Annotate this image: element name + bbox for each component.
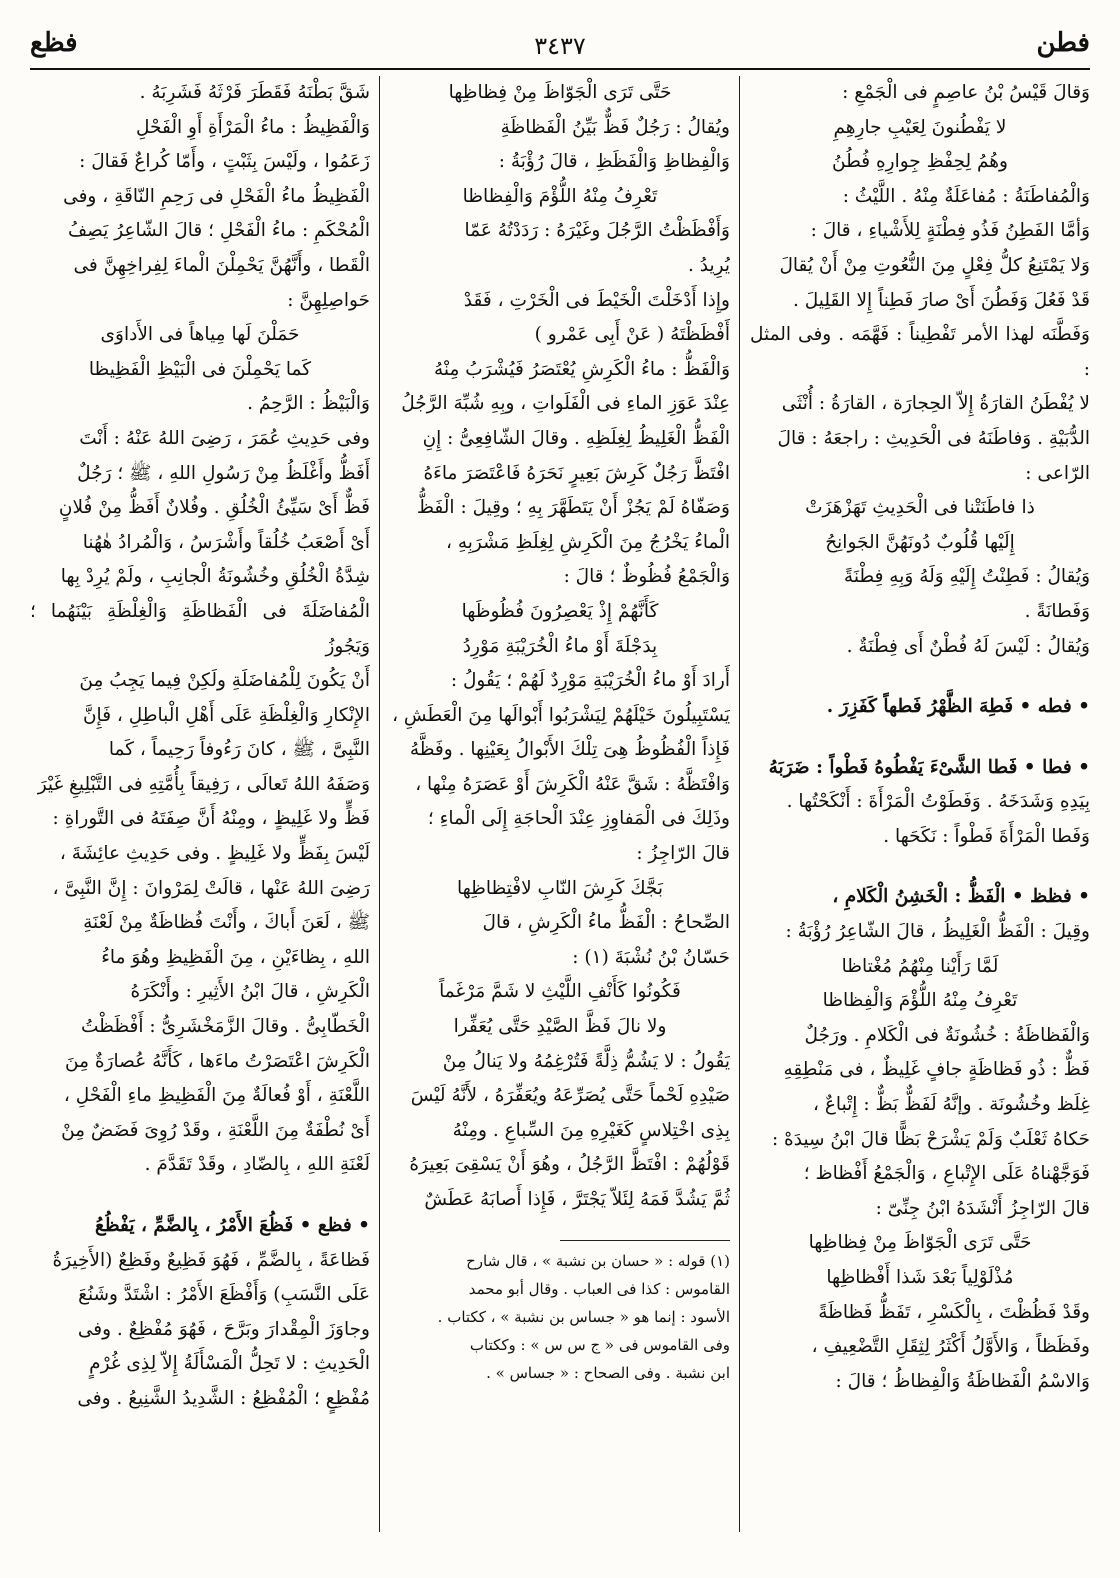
footnote-line: القاموس : كذا فى العباب . وقال أبو محمد	[468, 1279, 730, 1298]
verse-line: حَتَّى تَرَى الْجَوّاظَ مِنْ فِظاظِها	[808, 1232, 1032, 1254]
entry-gap	[750, 854, 1090, 880]
text-line: ﷺ ، لَعَنَ أَباكَ ، وأَنْتَ فُظاظَةٌ مِنْ لَعْنَةِ	[83, 912, 370, 934]
footnote-line: ابن نشبة . وفى الصحاح : « جساس » .	[486, 1363, 730, 1382]
text-line: لا يُفْطَنُ القارَةُ إِلاّ الحِجارَة ، القارَةُ : أُنْثَى	[781, 393, 1090, 415]
text-line: فَإِذاً الْفُظُوظُ هِىَ تِلْكَ الأَبْوالُ بِعَيْنِها . وفَظَّهُ	[409, 739, 730, 761]
text-line: زَعَمُوا ، ولَيْسَ بِثَبْتٍ ، وأَمّا كُراعٌ فَقالَ :	[79, 151, 370, 173]
verse-line: تَعْرِفُ مِنْهُ اللُّؤْمَ وَالْفِظاظا	[462, 185, 658, 207]
text-line: أَفْظَظْتَهُ ( عَنْ أَبِى عَمْرو )	[534, 324, 730, 346]
text-line: قالَ الرّاجِزُ :	[636, 843, 730, 865]
text-line: يُرِيدُ .	[688, 254, 730, 276]
verse-line: إِلَيْها قُلُوبٌ دُونَهُنَّ الجَوانِحُ	[825, 531, 1015, 553]
text-line: وَفَطانَةً .	[1024, 600, 1090, 622]
footnote-line: (١) قوله : « حسان بن نشبة » ، قال شارح	[466, 1251, 730, 1270]
page-header	[30, 22, 1090, 66]
text-line: فَظٍّ ولا غَلِيظٍ ، ومِنْهُ أَنَّ صِفَتَهُ فى التَّوراةِ :	[52, 808, 370, 830]
text-line: وَفَطا الْمَرْأَةَ فَطْواً : نَكَحَها .	[883, 825, 1090, 847]
text-line: الْكَرِشِ ، قالَ ابْنُ الأَثِيرِ : وأَنْكَرَهُ	[130, 981, 370, 1003]
header-rule	[30, 68, 1090, 70]
text-line: ثُمَّ يَشُدَّ فَمَهُ لِئَلاّ يَجْتَرَّ ، فَإِذا أَصابَهُ عَطَشٌ	[424, 1189, 730, 1210]
verse-line: بِدَجْلَةَ أَوْ ماءُ الْخُرَيْبَةِ مَوْرِدُ	[462, 635, 658, 657]
text-line: فَظٌّ : ذُو فَظاظَةٍ جافٍ غَلِيظٌ ، فى مَنْطِقِهِ	[783, 1059, 1090, 1081]
text-line: وَالْفِظاظِ وَالْفَظَظِ ، قالَ رُؤْبَةُ :	[498, 151, 730, 173]
text-line: وقَدْ فَظُظْتَ ، بِالْكَسْرِ ، تَفَظُّ فَظاظَةً	[818, 1301, 1090, 1323]
column-right	[750, 76, 1090, 1552]
text-line: الدُّبَيْةِ . وَفاطَنَهُ فى الْحَدِيثِ : راجعَهُ : قالَ	[777, 427, 1090, 449]
column-divider	[739, 76, 740, 1532]
text-line: فَظاعَةً ، بِالضَّمِّ ، فَهُوَ فَظِيعٌ وفَظِعٌ (الأَخِيرَةُ	[52, 1249, 370, 1271]
text-line: وذَلِكَ فى الْمَفاوِزِ عِنْدَ الْحاجَةِ إِلَى الْماءِ ؛	[427, 808, 730, 830]
text-line: وَيُقالُ : لَيْسَ لَهُ فُطْنٌ أَى فِطْنَةٌ .	[846, 635, 1090, 657]
entry-headword-line: • فطا • فَطا الشَّىْءَ يَفْطُوهُ فَطْواً : ضَرَبَهُ	[768, 756, 1090, 778]
verse-line: حَمَلْنَ لَها مِياهاً فى الأَداوَى	[100, 324, 300, 346]
text-line: وَلا يَمْتَنِعُ كلُّ فِعْلٍ مِنَ النُّعُوتِ مِنْ أَنْ يُقالَ	[779, 254, 1090, 276]
text-line: الْفَظُّ الْغَلِيظُ لِغِلَظِهِ . وقالَ الشّافِعِىُّ : إِنِ	[422, 427, 730, 449]
text-line: غِلَظ وخُشُونَة . وإنَّهُ لَفَظٌّ بَظٌّ : إِتْباعٌ ،	[813, 1094, 1090, 1116]
text-line: افْتَظَّ رَجُلٌ كَرِشَ بَعِيرٍ نَحَرَهُ فَاعْتَصَرَ ماءَهُ	[423, 462, 730, 484]
text-line: شِدَّةُ الْخُلُقِ وخُشُونَةُ الْجانِبِ ، ولَمْ يُرِدْ بِها	[60, 566, 370, 588]
text-line: وَأَفْظَظْتُ الرَّجُلَ وغَيْرَهُ : رَدَدْتُهُ عَمّا	[464, 220, 730, 242]
text-line: صَيْدِهِ لَحْماً حَتَّى يُصَرِّعَهُ ويُعَفِّرَهُ ، لأَنَّهُ لَيْسَ	[410, 1085, 730, 1107]
column-center-body	[390, 76, 730, 1218]
text-line: ويُقالُ : رَجُلٌ فَظٌّ بَيِّنُ الْفَظاظَةِ	[500, 116, 730, 138]
text-line: الْخَطّابِىُّ . وقالَ الزَّمَخْشَرِىُّ : أَفْظَظْتُ	[81, 1016, 370, 1038]
column-divider	[379, 76, 380, 1532]
text-line: أَفَظُّ وأَغْلَظُ مِنْ رَسُولِ اللهِ ، ﷺ ؛ رَجُلٌ	[77, 462, 370, 484]
text-line: قالَ الرّاجِزُ أَنْشَدَهُ ابْنُ جِنِّىّ :	[875, 1197, 1090, 1219]
verse-line: تَعْرِفُ مِنْهُ اللُّؤْمَ وَالْفِظاظا	[822, 990, 1018, 1012]
text-line: اللَّعْنَةِ ، أَوْ فُعالَةٌ مِنَ الْفَظِيظِ ماءِ الْفَحْلِ ،	[63, 1085, 370, 1107]
text-line: الْمُفاضَلَةَ فى الْفَظاظَةِ وَالْغِلْظَةِ بَيْنَهُما ؛ وَيَجُوزُ	[30, 600, 370, 657]
text-line: وَصَفّاهُ لَمْ يَجُزْ أَنْ يَتَطَهَّرَ بِهِ ؛ وقِيلَ : الْفَظُّ	[416, 497, 730, 519]
text-line: وَالْجَمْعُ فُظُوظٌ ؛ قالَ :	[563, 566, 730, 588]
text-line: أَرادَ أَوْ ماءُ الْخُرَيْبَةِ مَوْرِدٌ لَهُمْ ؛ يَقُولُ :	[450, 670, 730, 692]
text-line: وَالْمُفاطَنَةُ : مُفاعَلَةٌ مِنْهُ . اللَّيْثُ :	[842, 185, 1090, 207]
text-line: عِنْدَ عَوَزِ الماءِ فى الْفَلَواتِ ، وبِهِ شُبِّهَ الرَّجُلُ	[401, 393, 730, 415]
verse-line: فَكُونُوا كَأَنْفِ اللَّيْثِ لا شَمَّ مَرْغَماً	[439, 981, 681, 1003]
text-line: وجاوَزَ الْمِقْدارَ وبَرَّحَ ، فَهُوَ مُفْظِعٌ . وفى	[77, 1318, 370, 1340]
footnote	[390, 1247, 730, 1387]
text-line: عَلَى النَّسَبِ) وَأَفْظَعَ الأَمْرُ : اشْتَدَّ وشَنُعَ	[78, 1284, 370, 1306]
entry-headword-line: • فظع • فَظُعَ الأَمْرُ ، بِالضَّمِّ ، يَفْظُعُ	[95, 1215, 370, 1236]
text-line: وَالْفَظُّ : ماءُ الْكَرِشِ يُعْتَصَرُ فَيُشْرَبُ مِنْهُ	[433, 358, 730, 380]
verse-line: لَمَّا رَأَيْنا مِنْهُمُ مُغْتاظا	[841, 955, 999, 977]
text-line: وَفَطَّنَه لهذا الأمر تَفْطِيناً : فَهَّمَه . وفى المثل :	[750, 324, 1090, 380]
text-line: لَيْسَ بِفَظٍّ ولا غَلِيظٍ . وفى حَدِيثِ عائِشَةَ ،	[59, 843, 370, 865]
text-line: حَواصِلِهِنَّ :	[287, 289, 370, 311]
text-line: وَأمَّا الفَطِنُ فَذُو فِطْنَةٍ لِلأَشْياءِ ، قالَ :	[810, 220, 1090, 242]
text-line: الرّاعى :	[1025, 462, 1090, 484]
header-left-word: فظع	[30, 28, 78, 58]
text-line: بِيَدِهِ وَشَدَخَهُ . وَفَطَوْتُ الْمَرْأَةَ : أَنْكَحْتُها .	[786, 791, 1090, 813]
text-line: وَالاسْمُ الْفَظاظَةُ وَالْفِظاظُ ؛ قالَ :	[835, 1370, 1090, 1392]
text-line: النَّبِىَّ ، ﷺ ، كانَ رَءُوفاً رَحِيماً ، كَما	[108, 739, 370, 761]
text-line: الْماءُ يَخْرُجُ مِنَ الْكَرِشِ لِغِلَظِ مَشْرَبِهِ ،	[445, 531, 730, 553]
text-line: أَنْ يَكُونَ لِلْمُفاضَلَةِ ولَكِنْ فِيما يَجِبُ مِنَ	[79, 670, 370, 692]
text-line: وَقالَ قَيْسُ بْنُ عاصِمٍ فى الْجَمْعِ :	[842, 82, 1090, 103]
verse-line: لا يَفْطُنونَ لِعَيْبِ جارِهِمِ	[833, 116, 1007, 138]
text-line: قَوْلُهُمْ : افْتَظَّ الرَّجُلُ ، وهُوَ أَنْ يَسْقِىَ بَعِيرَهُ	[409, 1154, 730, 1176]
entry-headword-line: • فظظ • الْفَظُّ : الْخَشِنُ الْكَلامِ ،	[832, 886, 1090, 908]
text-line: الإِنْكارِ وَالْغِلْظَةِ عَلَى أَهْلِ الْباطِلِ ، فَإِنَّ	[82, 704, 370, 726]
entry-gap	[750, 725, 1090, 751]
verse-line: مُذْلَوْلِياً بَعْدَ شَذا أَفْظاظِها	[826, 1267, 1014, 1288]
column-left	[30, 76, 370, 1552]
column-center	[390, 76, 730, 1552]
text-line: مُفْظِعٍ ؛ الْمُفْظِعُ : الشَّدِيدُ الشَّنِيعُ . وفى	[77, 1387, 370, 1409]
text-line: قَدْ فَعُلَ وَفَطُنَ أَىْ صارَ فَطِناً إِلا القَلِيلَ .	[793, 289, 1090, 311]
verse-line: ولا نالَ فَظَّ الصَّيْدِ حَتَّى يُعَفِّرا	[453, 1016, 667, 1038]
text-line: فَوَجَّهْناهُ عَلَى الإِتْباعِ ، وَالْجَمْعُ أَفْظاظ ؛	[803, 1163, 1090, 1185]
text-line: وَصَفَهُ اللهُ تَعالَى ، رَفِيقاً بِأُمَّتِهِ فى التَّبْلِيغِ غَيْرَ	[37, 773, 370, 795]
text-line: وقِيلَ : الْفَظُّ الْغَلِيظُ ، قالَ الشّاعِرُ رُؤْبَةُ :	[785, 921, 1090, 943]
text-line: الْفَظِيظُ ماءُ الْفَحْلِ فى رَحِمِ النّاقَةِ ، وفى	[63, 185, 370, 207]
text-line: بِذِى اخْتِلاسٍ كَغَيْرِهِ مِنَ السِّباعِ . ومِنْهُ	[452, 1119, 730, 1141]
verse-line: كَما يَحْمِلْنَ فى الْبَيْظِ الْفَظِيظا	[88, 358, 312, 380]
verse-line: كَأَنَّهُمْ إِذْ يَعْصِرُونَ فُظُوظَها	[461, 600, 659, 622]
footnote-line: وفى القاموس فى « ج س س » : وككتاب	[469, 1335, 730, 1354]
text-line: وإِذا أَدْخَلْتَ الْخَيْطَ فى الْخَرْتِ ، فَقَدْ	[463, 289, 730, 311]
verse-line: بَجَّكَ كَرِشَ النّابِ لافْتِظاظِها	[456, 877, 663, 899]
text-line: الْقَطا ، وأَنَّهُنَّ يَحْمِلْنَ الْماءَ لِفِراخِهِنَّ فى	[73, 254, 370, 276]
text-line: حَسّانُ بْنُ نُشْبَةَ (١) :	[572, 946, 730, 968]
text-line: فَظٌّ أَىْ سَيِّئُ الْخُلُقِ . وفُلانٌ أَفَظُّ مِنْ فُلانٍ	[58, 497, 370, 519]
entry-headword-line: • فطه • فَطِهَ الظَّهْرُ فَطهاً كَفَزِرَ .	[826, 696, 1090, 718]
text-line: رَضِىَ اللهُ عَنْها ، قالَتْ لِمَرْوانَ : إِنَّ النَّبِىَّ ،	[52, 877, 370, 899]
text-line: وفى حَدِيثِ عُمَرَ ، رَضِىَ اللهُ عَنْهُ : أَنْتَ	[79, 427, 370, 449]
page-number: ٣٤٣٧	[534, 32, 586, 60]
text-line: الْكَرِشَ اعْتَصَرْتُ ماءَها ، كَأَنَّهُ عُصارَةٌ مِنَ	[65, 1050, 370, 1072]
dictionary-page	[30, 22, 1090, 1552]
text-line: أَىْ أَصْعَبُ خُلُقاً وأَشْرَسُ ، وَالْمُرادُ هٰهُنا	[82, 531, 370, 553]
text-line: يَقُولُ : لا يَشُمُّ ذِلَّةً فَتُرْغِمُهُ ولا يَنالُ مِنْ	[442, 1050, 730, 1072]
text-line: وَيُقالُ : فَطِنْتُ إِلَيْهِ وَلَهُ وَبِهِ فِطْنَةً	[843, 566, 1090, 588]
text-line: يَسْتَبِيلُونَ خَيْلَهُمْ لِيَشْرَبُوا أَبْوالَها مِنَ الْعَطَشِ ،	[392, 704, 730, 726]
entry-gap	[30, 1183, 370, 1209]
text-line: وَالْبَيْظُ : الرَّحِمُ .	[247, 393, 370, 415]
verse-line: وهُمُ لِحِفْظِ جِوارِهِ فُطُنُ	[831, 151, 1008, 173]
text-line: وَالْفَظِيظُ : ماءُ الْمَرْأَةِ أَوِ الْفَحْلِ	[136, 116, 370, 138]
verse-line: ذا فاطَنَتْنا فى الْحَدِيثِ تَهَزْهَزَتْ	[805, 497, 1035, 519]
entry-gap	[750, 664, 1090, 690]
text-line: لَعْنَةِ اللهِ ، بِالضّادِ ، وقَدْ تَقَدَّمَ .	[144, 1154, 370, 1176]
text-line: وَافْتَظَّهُ : شَقَّ عَنْهُ الْكَرِشَ أَوْ عَصَرَهُ مِنْها ،	[415, 773, 730, 795]
footnote-line: الأسود : إنما هو « جساس بن نشبة » ، ككتاب .	[437, 1307, 730, 1326]
text-line: الْحَدِيثِ : لا تَحِلُّ الْمَسْأَلَةُ إِلاّ لِذِى غُرْمٍ	[89, 1353, 370, 1375]
verse-line: حَتَّى تَرَى الْجَوّاظَ مِنْ فِظاظِها	[448, 82, 672, 103]
text-line: الْمُحْكَمِ : ماءُ الْفَحْلِ ؛ قالَ الشّاعِرُ يَصِفُ	[68, 220, 370, 242]
text-line: الصِّحاحُ : الْفَظُّ ماءُ الْكَرِشِ ، قالَ	[482, 912, 730, 934]
text-line: حَكاهُ ثَعْلَبٌ وَلَمْ يَشْرَحْ بَظًّا قالَ ابْنُ سِيدَهْ :	[771, 1128, 1090, 1150]
text-line: اللهِ ، بِظاءَيْنِ ، مِنَ الْفَظِيظِ وهُوَ ماءُ	[101, 946, 370, 968]
text-line: وفَظَظاً ، وَالأَوَّلُ أَكْثَرُ لِثِقَلِ التَّضْعِيفِ ،	[811, 1336, 1090, 1358]
footnote-rule	[560, 1240, 730, 1241]
header-right-word: فطن	[1036, 28, 1090, 58]
text-line: شَقَّ بَطْنَهُ فَقَطَرَ فَرْثَهُ فَشَرِبَهُ .	[139, 82, 370, 103]
text-line: أَىْ نُطْفَةٌ مِنَ اللَّعْنَةِ ، وقَدْ رُوِىَ فَضَضٌ مِنْ	[61, 1119, 370, 1141]
text-line: وَالْفَظاظَةُ : خُشُونَةٌ فى الْكَلامِ . ورَجُلٌ	[804, 1024, 1090, 1046]
